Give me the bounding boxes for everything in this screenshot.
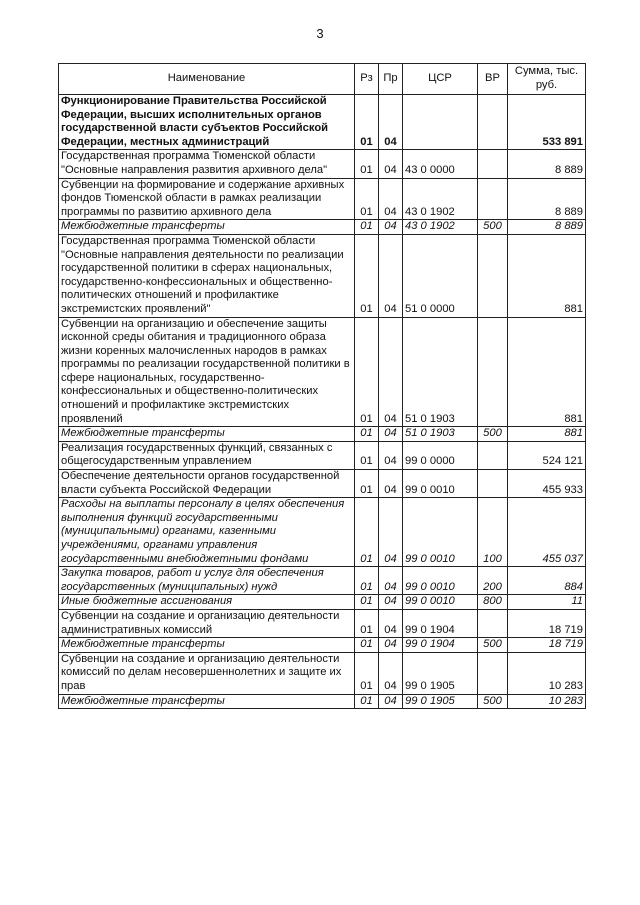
cell-rz: 01 <box>355 95 379 150</box>
cell-csr: 99 0 0010 <box>403 567 478 595</box>
cell-sum: 11 <box>508 595 586 610</box>
cell-pr: 04 <box>379 609 403 637</box>
cell-csr: 43 0 0000 <box>403 150 478 178</box>
header-csr: ЦСР <box>403 64 478 95</box>
cell-pr: 04 <box>379 638 403 653</box>
page-number: 3 <box>316 26 324 41</box>
cell-name: Иные бюджетные ассигнования <box>59 595 355 610</box>
cell-name: Субвенции на создание и организацию деятельности комиссий по делам несовершеннолетних и защите их прав <box>59 652 355 694</box>
cell-pr: 04 <box>379 595 403 610</box>
cell-csr: 99 0 0010 <box>403 498 478 567</box>
cell-sum: 533 891 <box>508 95 586 150</box>
cell-pr: 04 <box>379 178 403 220</box>
cell-csr: 51 0 1903 <box>403 427 478 442</box>
table-row <box>59 470 586 498</box>
table-row <box>59 178 586 220</box>
cell-csr: 51 0 0000 <box>403 234 478 317</box>
cell-rz: 01 <box>355 234 379 317</box>
cell-vr <box>478 178 508 220</box>
cell-sum: 881 <box>508 234 586 317</box>
cell-rz: 01 <box>355 317 379 427</box>
cell-csr: 51 0 1903 <box>403 317 478 427</box>
cell-vr <box>478 652 508 694</box>
table-body <box>59 95 586 709</box>
header-name: Наименование <box>59 64 355 95</box>
cell-rz: 01 <box>355 220 379 235</box>
cell-name: Межбюджетные трансферты <box>59 220 355 235</box>
cell-name: Межбюджетные трансферты <box>59 694 355 709</box>
cell-csr: 43 0 1902 <box>403 220 478 235</box>
cell-rz: 01 <box>355 427 379 442</box>
cell-sum: 524 121 <box>508 441 586 469</box>
cell-name: Государственная программа Тюменской области "Основные направления развития архивного дела" <box>59 150 355 178</box>
cell-csr: 99 0 0010 <box>403 470 478 498</box>
cell-name: Межбюджетные трансферты <box>59 427 355 442</box>
cell-vr: 500 <box>478 694 508 709</box>
cell-sum: 881 <box>508 317 586 427</box>
cell-csr <box>403 95 478 150</box>
cell-rz: 01 <box>355 595 379 610</box>
header-sum: Сумма, тыс. руб. <box>508 64 586 95</box>
cell-pr: 04 <box>379 652 403 694</box>
table-row <box>59 595 586 610</box>
cell-rz: 01 <box>355 652 379 694</box>
cell-vr: 200 <box>478 567 508 595</box>
cell-rz: 01 <box>355 178 379 220</box>
table-row <box>59 498 586 567</box>
cell-vr <box>478 95 508 150</box>
header-rz: Рз <box>355 64 379 95</box>
cell-csr: 99 0 1905 <box>403 694 478 709</box>
cell-name: Межбюджетные трансферты <box>59 638 355 653</box>
cell-name: Субвенции на создание и организацию деятельности административных комиссий <box>59 609 355 637</box>
cell-vr <box>478 150 508 178</box>
cell-vr: 100 <box>478 498 508 567</box>
cell-vr: 500 <box>478 427 508 442</box>
cell-name: Государственная программа Тюменской области "Основные направления деятельности по реализации государственной политики в сферах национальных, государственно-конфессиональных и общественно-политических отношений и профилактике экстремистских проявлений" <box>59 234 355 317</box>
cell-csr: 99 0 1905 <box>403 652 478 694</box>
cell-sum: 884 <box>508 567 586 595</box>
cell-sum: 455 933 <box>508 470 586 498</box>
cell-rz: 01 <box>355 567 379 595</box>
cell-name: Расходы на выплаты персоналу в целях обеспечения выполнения функций государственными (муниципальными) органами, казенными учреждениями, органами управления государственными внебюджетными фондами <box>59 498 355 567</box>
cell-pr: 04 <box>379 498 403 567</box>
cell-pr: 04 <box>379 150 403 178</box>
cell-name: Обеспечение деятельности органов государственной власти субъекта Российской Федерации <box>59 470 355 498</box>
cell-sum: 10 283 <box>508 652 586 694</box>
cell-sum: 8 889 <box>508 178 586 220</box>
cell-sum: 18 719 <box>508 609 586 637</box>
cell-vr <box>478 317 508 427</box>
table-row <box>59 694 586 709</box>
cell-rz: 01 <box>355 609 379 637</box>
table-row <box>59 609 586 637</box>
cell-vr <box>478 609 508 637</box>
cell-pr: 04 <box>379 427 403 442</box>
cell-rz: 01 <box>355 150 379 178</box>
cell-pr: 04 <box>379 441 403 469</box>
cell-sum: 8 889 <box>508 150 586 178</box>
cell-rz: 01 <box>355 694 379 709</box>
cell-pr: 04 <box>379 567 403 595</box>
table-row <box>59 567 586 595</box>
cell-vr <box>478 234 508 317</box>
cell-csr: 43 0 1902 <box>403 178 478 220</box>
cell-rz: 01 <box>355 638 379 653</box>
budget-table <box>58 63 586 709</box>
table-row <box>59 638 586 653</box>
cell-vr: 800 <box>478 595 508 610</box>
cell-name: Закупка товаров, работ и услуг для обеспечения государственных (муниципальных) нужд <box>59 567 355 595</box>
table-row <box>59 317 586 427</box>
table-row <box>59 95 586 150</box>
header-vr: ВР <box>478 64 508 95</box>
table-row <box>59 652 586 694</box>
cell-vr: 500 <box>478 220 508 235</box>
cell-pr: 04 <box>379 220 403 235</box>
table-row <box>59 150 586 178</box>
cell-pr: 04 <box>379 317 403 427</box>
cell-vr: 500 <box>478 638 508 653</box>
cell-rz: 01 <box>355 441 379 469</box>
cell-sum: 18 719 <box>508 638 586 653</box>
cell-pr: 04 <box>379 470 403 498</box>
cell-csr: 99 0 0000 <box>403 441 478 469</box>
cell-vr <box>478 470 508 498</box>
cell-pr: 04 <box>379 95 403 150</box>
cell-pr: 04 <box>379 694 403 709</box>
table-row <box>59 234 586 317</box>
cell-csr: 99 0 1904 <box>403 638 478 653</box>
cell-sum: 8 889 <box>508 220 586 235</box>
cell-sum: 881 <box>508 427 586 442</box>
header-pr: Пр <box>379 64 403 95</box>
header-row <box>59 64 586 95</box>
table-row <box>59 220 586 235</box>
cell-rz: 01 <box>355 470 379 498</box>
table-header <box>59 64 586 95</box>
cell-pr: 04 <box>379 234 403 317</box>
cell-name: Субвенции на организацию и обеспечение защиты исконной среды обитания и традиционного образа жизни коренных малочисленных народов в рамках программы по реализации государственной политики в сфере национальных, государственно-конфессиональных и общественно-политических отношений и профилактике экстремистских проявлений <box>59 317 355 427</box>
cell-name: Субвенции на формирование и содержание архивных фондов Тюменской области в рамках реализации программы по развитию архивного дела <box>59 178 355 220</box>
table-row <box>59 441 586 469</box>
cell-rz: 01 <box>355 498 379 567</box>
cell-vr <box>478 441 508 469</box>
cell-name: Функционирование Правительства Российской Федерации, высших исполнительных органов государственной власти субъектов Российской Федерации, местных администраций <box>59 95 355 150</box>
cell-csr: 99 0 0010 <box>403 595 478 610</box>
cell-csr: 99 0 1904 <box>403 609 478 637</box>
cell-sum: 455 037 <box>508 498 586 567</box>
cell-name: Реализация государственных функций, связанных с общегосударственным управлением <box>59 441 355 469</box>
cell-sum: 10 283 <box>508 694 586 709</box>
table-row <box>59 427 586 442</box>
